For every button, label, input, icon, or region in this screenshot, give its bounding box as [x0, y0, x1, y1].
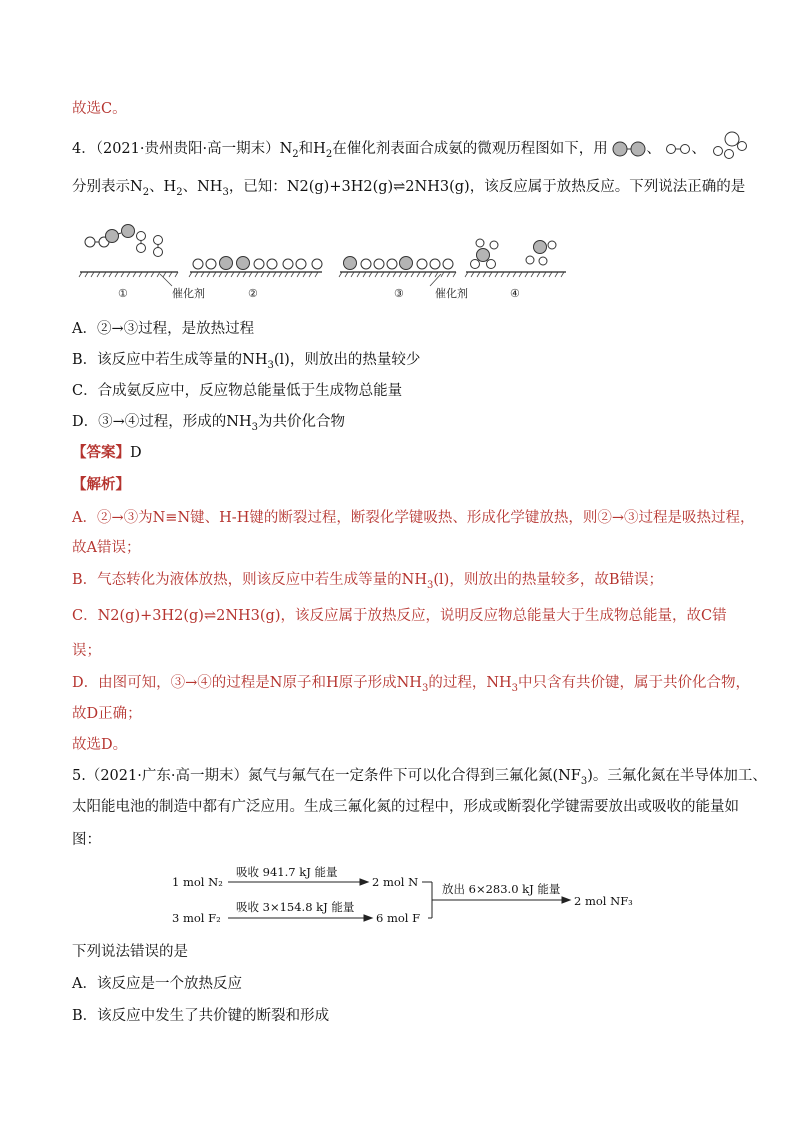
release-label: 放出 6×283.0 kJ 能量: [442, 882, 561, 896]
previous-choice: 故选C。: [72, 101, 127, 117]
catalyst-label-1: 催化剂: [172, 287, 205, 300]
explanation-c-line2: 误；: [72, 643, 101, 659]
stage-label-1: ①: [118, 287, 128, 300]
explanation-d-line2: 故D正确；: [72, 706, 142, 722]
n-atoms: 2 mol N: [372, 875, 419, 889]
stage-label-2: ②: [248, 287, 258, 300]
catalyst-label-2: 催化剂: [435, 287, 468, 300]
stage-label-4: ④: [510, 287, 520, 300]
q4-stem-line2: 分别表示$N_2$、$H_2$、$NH_3$，已知：N2(g)+3H2(g)⇌2NH3(g)，该反应属于放热反应。下列说法正确的是: [72, 179, 746, 198]
explanation-a-line2: 故A错误；: [72, 540, 141, 556]
nh3-molecule-icon: [711, 129, 747, 159]
catalyst-process-figure: [78, 222, 568, 304]
explanation-b: B．气态转化为液体放热，则该反应中若生成等量的$NH_3(l)$，则放出的热量较多，故B错误；: [72, 572, 663, 591]
energy-flow-figure: [170, 860, 640, 930]
answer-line: [72, 443, 142, 463]
previous-answer-line: [72, 99, 127, 119]
q4-option-c: C．合成氨反应中，反应物总能量低于生成物总能量: [72, 383, 403, 399]
n2-amount: 1 mol N₂: [172, 875, 223, 889]
q4-option-a: A．②→③过程，是放热过程: [72, 321, 255, 337]
q5-prompt: 下列说法错误的是: [72, 944, 188, 960]
f2-amount: 3 mol F₂: [172, 911, 221, 925]
q4-option-b: B．该反应中若生成等量的$NH_3(l)$，则放出的热量较少: [72, 352, 421, 371]
q5-stem-line2: 太阳能电池的制造中都有广泛应用。生成三氟化氮的过程中，形成或断裂化学键需要放出或吸收的能量如: [72, 799, 739, 815]
analysis-header: 【解析】: [72, 476, 130, 493]
absorb-n2-label: 吸收 941.7 kJ 能量: [236, 865, 338, 879]
explanation-a-line1: A．②→③为N≡N键、H-H键的断裂过程，断裂化学键吸热、形成化学键放热，则②→③过程是吸热过程，: [72, 510, 755, 526]
reaction-equation: N2(g)+3H2(g)⇌2NH3(g): [286, 179, 470, 195]
f-atoms: 6 mol F: [376, 911, 421, 925]
explanation-d-line1: D．由图可知，③→④的过程是N原子和H原子形成$NH_3$的过程，$NH_3$中只含有共价键，属于共价化合物，: [72, 675, 751, 694]
explanation-conclusion: 故选D。: [72, 737, 128, 753]
explanation-c-line1: C．N2(g)+3H2(g)⇌2NH3(g)，该反应属于放热反应，说明反应物总能量大于生成物总能量，故C错: [72, 608, 727, 624]
q4-option-d: D．③→④过程，形成的$NH_3$为共价化合物: [72, 414, 345, 433]
q4-stem-line1: 4．（2021·贵州贵阳·高一期末）$N_2$和$H_2$在催化剂表面合成氨的微观历程图如下，用 、 、: [72, 139, 747, 165]
stage-label-3: ③: [394, 287, 404, 300]
q5-option-a: A．该反应是一个放热反应: [72, 976, 242, 992]
answer-value: D: [130, 445, 142, 461]
h2-molecule-icon: [665, 142, 691, 156]
q5-option-b: B．该反应中发生了共价键的断裂和形成: [72, 1008, 330, 1024]
q5-stem-line3: 图：: [72, 832, 101, 848]
q5-stem-line1: 5.（2021·广东·高一期末）氮气与氟气在一定条件下可以化合得到三氟化氮$(NF_3)$。三氟化氮在半导体加工、: [72, 768, 767, 787]
answer-label: 【答案】: [72, 444, 130, 461]
nf3-product: 2 mol NF₃: [574, 894, 633, 908]
n2-molecule-icon: [612, 140, 646, 158]
absorb-f2-label: 吸收 3×154.8 kJ 能量: [236, 900, 355, 914]
